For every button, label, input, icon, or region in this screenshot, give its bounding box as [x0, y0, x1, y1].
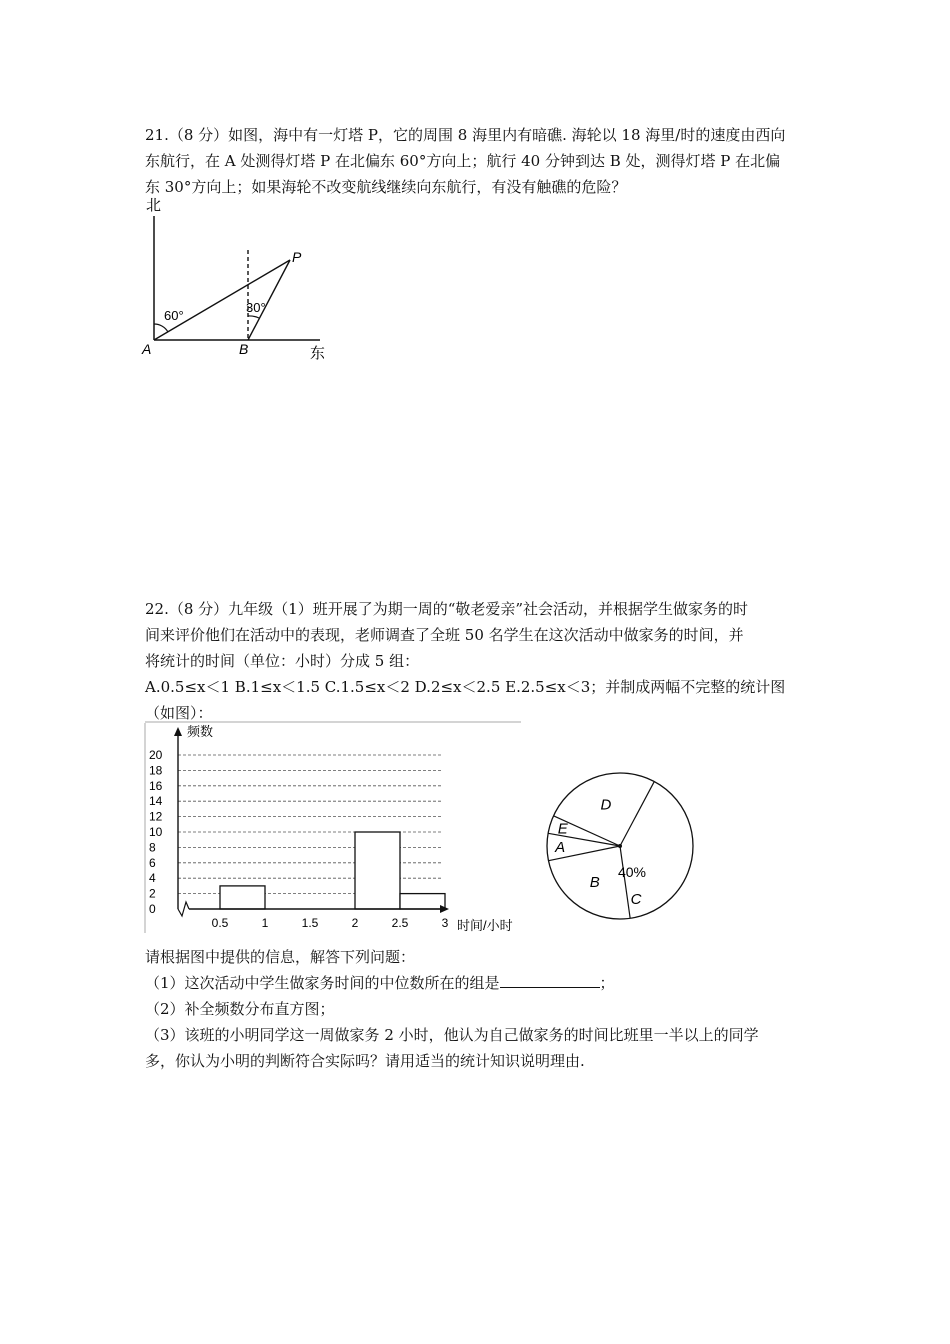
- pie-label-d: D: [600, 796, 612, 814]
- sub-question-1-text: （1）这次活动中学生做家务时间的中位数所在的组是: [145, 974, 500, 992]
- pie-percent-label: 40%: [617, 864, 647, 880]
- pie-label-a: A: [555, 838, 566, 856]
- x-tick-label: 2: [351, 916, 359, 930]
- y-axis-label: 频数: [187, 724, 214, 739]
- east-label: 东: [310, 345, 326, 362]
- y-tick-label: 0: [149, 902, 156, 916]
- histogram-bar: [400, 894, 445, 909]
- q22-line-4: A.0.5≤x＜1 B.1≤x＜1.5 C.1.5≤x＜2 D.2≤x＜2.5 E.2.5≤x＜3；并制成两幅不完整的统计图: [145, 678, 786, 696]
- point-p-label: P: [292, 249, 302, 265]
- x-tick-label: 2.5: [391, 916, 409, 930]
- y-tick-label: 12: [149, 809, 163, 824]
- question-22-text: [145, 596, 810, 726]
- sub-question-2: （2）补全频数分布直方图；: [145, 1000, 335, 1018]
- q22-subquestions: [145, 944, 810, 1074]
- pie-label-b: B: [589, 873, 600, 891]
- q22-line-5: （如图）：: [145, 704, 213, 722]
- y-tick-label: 10: [149, 825, 163, 839]
- pie-slice-c: [620, 782, 654, 846]
- sub-question-1-end: ；: [599, 974, 615, 992]
- pie-chart: [540, 766, 700, 926]
- y-tick-label: 6: [149, 855, 156, 870]
- sub-question-3-line-1: （3）该班的小明同学这一周做家务 2 小时，他认为自己做家务的时间比班里一半以上的同学: [145, 1026, 759, 1044]
- sub-question-3-line-2: 多，你认为小明的判断符合实际吗？请用适当的统计知识说明理由.: [145, 1052, 585, 1070]
- angle-60-label: 60°: [164, 308, 184, 323]
- y-tick-label: 4: [149, 871, 156, 886]
- histogram-bar: [220, 886, 265, 909]
- sub-question-1: [145, 970, 810, 996]
- x-tick-label: 1: [261, 916, 269, 930]
- y-axis-arrow: [174, 727, 182, 736]
- pie-label-c: C: [630, 891, 642, 908]
- question-21-text: [145, 122, 810, 200]
- x-tick-label: 3: [441, 916, 449, 930]
- q22-line-1: 22.（8 分）九年级（1）班开展了为期一周的“敬老爱亲”社会活动，并根据学生做家务的时: [145, 600, 749, 618]
- point-a-label: A: [142, 341, 152, 357]
- q21-line-3: 东 30°方向上；如果海轮不改变航线继续向东航行，有没有触礁的危险？: [145, 178, 627, 196]
- q22-line-2: 间来评价他们在活动中的表现，老师调查了全班 50 名学生在这次活动中做家务的时间，并: [145, 626, 744, 644]
- y-tick-label: 14: [149, 794, 163, 809]
- histogram-bar: [355, 832, 400, 909]
- answer-blank[interactable]: [500, 971, 600, 988]
- q21-line-1: 21.（8 分）如图，海中有一灯塔 P，它的周围 8 海里内有暗礁. 海轮以 18 海里/时的速度由西向: [145, 126, 786, 144]
- axis-break-mark: [178, 902, 189, 916]
- pie-label-e: E: [557, 820, 568, 838]
- frequency-histogram: [143, 721, 523, 939]
- y-tick-label: 18: [149, 763, 163, 778]
- q21-line-2: 东航行，在 A 处测得灯塔 P 在北偏东 60°方向上；航行 40 分钟到达 B 处，测得灯塔 P 在北偏: [145, 152, 781, 170]
- north-label: 北: [146, 197, 162, 214]
- x-tick-label: 0.5: [211, 916, 229, 930]
- x-axis-label: 时间/小时: [457, 918, 513, 933]
- y-tick-label: 20: [149, 748, 163, 762]
- lighthouse-diagram: [138, 192, 338, 362]
- pie-slice-b: [620, 846, 630, 918]
- y-tick-label: 8: [149, 840, 156, 855]
- y-tick-label: 16: [149, 778, 163, 793]
- angle-arc-a: [154, 324, 168, 332]
- instruction-text: 请根据图中提供的信息，解答下列问题：: [145, 948, 416, 966]
- y-tick-label: 2: [149, 886, 156, 901]
- angle-30-label: 30°: [246, 300, 266, 315]
- pie-center-dot: [618, 844, 622, 848]
- x-tick-label: 1.5: [301, 916, 319, 930]
- point-b-label: B: [239, 341, 249, 357]
- angle-arc-b: [248, 316, 259, 318]
- q22-line-3: 将统计的时间（单位：小时）分成 5 组：: [145, 652, 420, 670]
